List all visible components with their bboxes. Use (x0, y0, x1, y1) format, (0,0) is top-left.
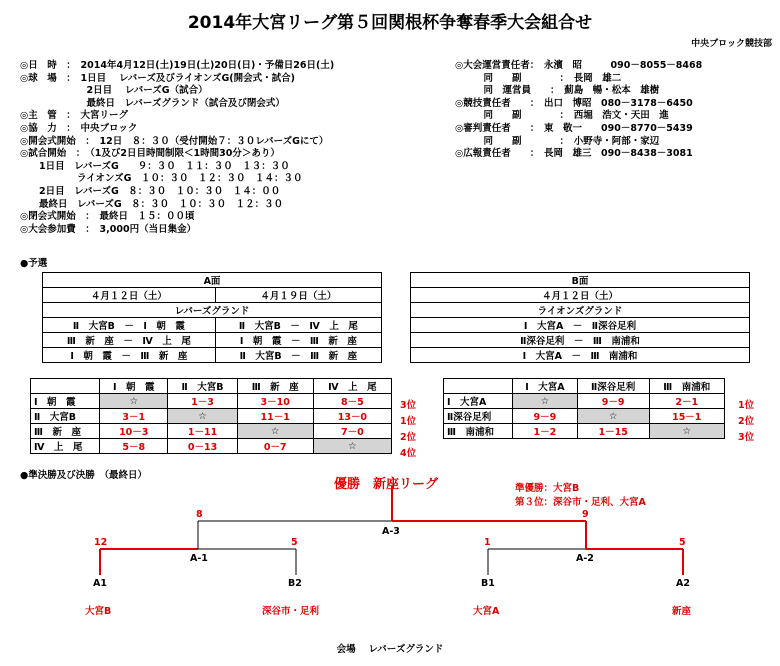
column-header: Ⅰ 大宮A (513, 379, 578, 394)
score-cell: 2－1 (649, 394, 725, 409)
score-semi2-right: 5 (679, 537, 686, 548)
face-b-match: Ⅰ 大宮A － Ⅱ深谷足利 (411, 318, 750, 333)
score-cell: 13－0 (313, 409, 391, 424)
info-line: 同 副 ： 長岡 雄二 (455, 72, 622, 84)
match-final-label: A-3 (382, 526, 400, 537)
score-cell: 3－10 (237, 394, 313, 409)
score-cell: 5－8 (100, 439, 168, 454)
self-cell: ☆ (237, 424, 313, 439)
score-semi2-left: 1 (484, 537, 491, 548)
rank-label: 2位 (400, 432, 417, 443)
score-cell: 8－5 (313, 394, 391, 409)
info-line: ◎広報責任者 ： 長岡 雄三 090－8438－3081 (455, 148, 693, 160)
match-semi2-label: A-2 (576, 553, 594, 564)
seed-label: A1 (93, 578, 107, 589)
info-line: 同 副 ： 小野寺・阿部・家辺 (455, 135, 660, 147)
self-cell: ☆ (513, 394, 578, 409)
rank-label: 4位 (400, 448, 417, 459)
champion-text: 優勝 新座リーグ (334, 477, 439, 492)
page-title: 2014年大宮リーグ第５回関根杯争奪春季大会組合せ (187, 13, 593, 33)
rank-label: 3位 (738, 432, 755, 443)
info-line: 2日目 レバーズG（試合） (20, 85, 208, 97)
score-semi1-left: 12 (94, 537, 108, 548)
team-label: 新座 (672, 606, 692, 617)
score-cell: 9－9 (513, 409, 578, 424)
self-cell: ☆ (313, 439, 391, 454)
team-cell: Ⅲ 新 座 (31, 424, 100, 439)
face-b-header: B面 (411, 273, 750, 288)
score-cell: 1－15 (577, 424, 649, 439)
info-line: 1日目 レバーズG ９：３０ １１：３０ １３：３０ (20, 160, 290, 172)
team-cell: Ⅱ 大宮B (31, 409, 100, 424)
rank-label: 2位 (738, 416, 755, 427)
face-b-match: Ⅰ 大宮A － Ⅲ 南浦和 (411, 348, 750, 363)
score-cell: 0－13 (168, 439, 237, 454)
rank-label: 1位 (738, 400, 755, 411)
column-header: Ⅳ 上 尾 (313, 379, 391, 394)
info-line: 最終日 レバーズグランド（試合及び閉会式） (20, 97, 285, 109)
info-line: ◎審判責任者 ： 東 敬一 090－8770－5439 (455, 122, 693, 134)
face-a-match: Ⅱ 大宮B － Ⅲ 新 座 (215, 348, 381, 363)
info-line: 2日目 レバーズG ８：３０ １０：３０ １４：００ (20, 185, 281, 197)
face-b-match: Ⅱ深谷足利 － Ⅲ 南浦和 (411, 333, 750, 348)
info-line: 同 副 ： 西堀 浩文・天田 進 (455, 110, 669, 122)
info-line: ◎閉会式開始 ： 最終日 １５：００頃 (20, 211, 195, 223)
team-cell: Ⅰ 大宮A (444, 394, 513, 409)
info-line: ◎競技責任者 ： 出口 博昭 080－3178－6450 (455, 97, 693, 109)
score-cell: 0－7 (237, 439, 313, 454)
info-line: 同 運営員 ： 薊島 暢・松本 雄樹 (455, 85, 660, 97)
self-cell: ☆ (649, 424, 725, 439)
column-header: Ⅰ 朝 霞 (100, 379, 168, 394)
seed-label: B2 (288, 578, 302, 589)
score-cell: 1－3 (168, 394, 237, 409)
info-line: ◎試合開始 ： （1及び2日目時間制限＜1時間30分＞あり） (20, 148, 280, 160)
score-cell: 15－1 (649, 409, 725, 424)
team-cell: Ⅱ深谷足利 (444, 409, 513, 424)
face-b-ground: ライオンズグランド (411, 303, 750, 318)
third-place-text: 第３位：深谷市・足利、大宮A (515, 497, 646, 508)
info-line: ◎協 力 ： 中央ブロック (20, 122, 138, 134)
face-a-match: Ⅲ 新 座 － Ⅳ 上 尾 (43, 333, 216, 348)
info-line: ◎日 時 ： 2014年4月12日(土)19日(土)20日(日)・予備日26日(土) (20, 60, 335, 71)
face-b-date: ４月１２日（土） (411, 288, 750, 303)
team-cell: Ⅰ 朝 霞 (31, 394, 100, 409)
venue-text: 会場 レバーズグランド (336, 644, 444, 655)
team-cell: Ⅳ 上 尾 (31, 439, 100, 454)
final-label: ●準決勝及び決勝 （最終日） (20, 470, 148, 481)
score-cell: 1－11 (168, 424, 237, 439)
team-label: 深谷市・足利 (262, 606, 320, 617)
info-line: ライオンズG １０：３０ １２：３０ １４：３０ (20, 173, 303, 185)
self-cell: ☆ (100, 394, 168, 409)
face-a-match: Ⅱ 大宮B － Ⅳ 上 尾 (215, 318, 381, 333)
self-cell: ☆ (168, 409, 237, 424)
rank-label: 3位 (400, 400, 417, 411)
prelim-label: ●予選 (20, 258, 48, 269)
team-label: 大宮A (473, 606, 500, 617)
seed-label: A2 (676, 578, 690, 589)
rank-label: 1位 (400, 416, 417, 427)
score-cell: 1－2 (513, 424, 578, 439)
score-cell: 11－1 (237, 409, 313, 424)
organizer: 中央ブロック競技部 (691, 39, 772, 49)
column-header: Ⅱ深谷足利 (577, 379, 649, 394)
score-cell: 9－9 (577, 394, 649, 409)
column-header: Ⅱ 大宮B (168, 379, 237, 394)
score-final-right: 9 (582, 509, 589, 520)
info-line: ◎球 場 ： 1日目 レバーズ及びライオンズG(開会式・試合) (20, 72, 295, 84)
info-line: ◎主 管 ： 大宮リーグ (20, 110, 129, 122)
info-line: 最終日 レバーズG ８：３０ １０：３０ １２：３０ (20, 198, 284, 210)
face-a-match: Ⅱ 大宮B － Ⅰ 朝 霞 (43, 318, 216, 333)
seed-label: B1 (481, 578, 495, 589)
score-cell: 10－3 (100, 424, 168, 439)
face-a-ground: レバーズグランド (43, 303, 382, 318)
column-header: Ⅲ 新 座 (237, 379, 313, 394)
face-a-date: ４月１９日（土） (215, 288, 381, 303)
score-semi1-right: 5 (291, 537, 298, 548)
team-label: 大宮B (85, 606, 112, 617)
info-line: ◎開会式開始 ： 12日 ８：３０（受付開始７：３０レバーズGにて） (20, 135, 329, 147)
self-cell: ☆ (577, 409, 649, 424)
info-line: ◎大会運営責任者： 永濱 昭 090－8055－8468 (455, 60, 703, 71)
runner-up-text: 準優勝：大宮B (515, 483, 580, 494)
score-final-left: 8 (196, 509, 203, 520)
score-cell: 3－1 (100, 409, 168, 424)
face-a-date: ４月１２日（土） (43, 288, 216, 303)
face-a-match: Ⅰ 朝 霞 － Ⅲ 新 座 (43, 348, 216, 363)
face-a-header: A面 (43, 273, 382, 288)
match-semi1-label: A-1 (190, 553, 208, 564)
score-cell: 7－0 (313, 424, 391, 439)
column-header: Ⅲ 南浦和 (649, 379, 725, 394)
face-a-match: Ⅰ 朝 霞 － Ⅲ 新 座 (215, 333, 381, 348)
info-line: ◎大会参加費 ： 3,000円（当日集金） (20, 223, 197, 235)
team-cell: Ⅲ 南浦和 (444, 424, 513, 439)
